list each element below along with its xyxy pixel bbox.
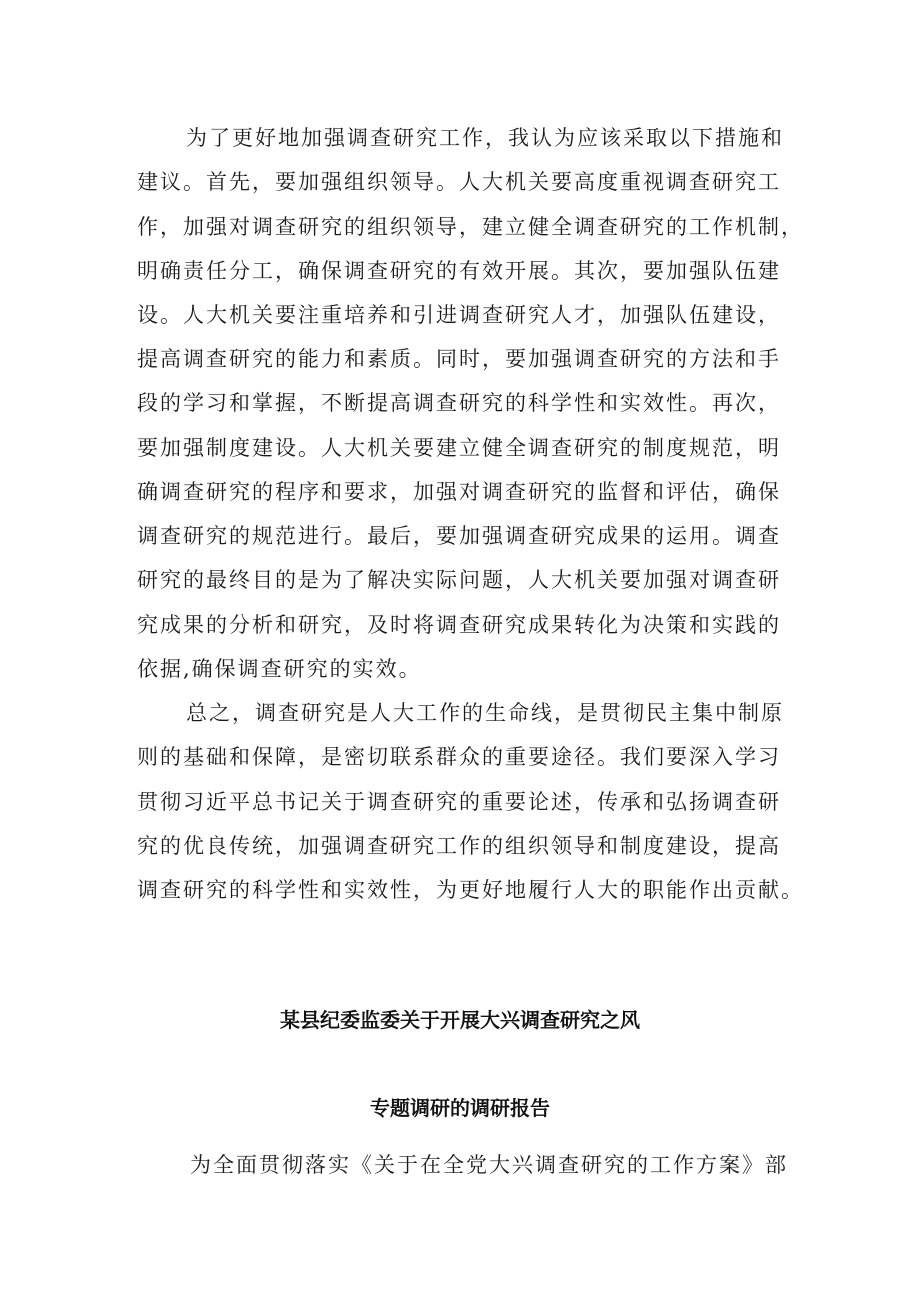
- text-line: 总之，调查研究是人大工作的生命线，是贯彻民主集中制原: [186, 701, 784, 725]
- text-line: 确调查研究的程序和要求，加强对调查研究的监督和评估，确保: [137, 480, 781, 504]
- text-line: 为了更好地加强调查研究工作，我认为应该采取以下措施和: [186, 126, 784, 150]
- report-title-line1: 某县纪委监委关于开展大兴调查研究之风: [280, 1008, 640, 1032]
- text-line: 要加强制度建设。人大机关要建立健全调查研究的制度规范，明: [137, 436, 781, 460]
- text-line: 设。人大机关要注重培养和引进调查研究人才，加强队伍建设，: [137, 303, 781, 327]
- text-line: 则的基础和保障，是密切联系群众的重要途径。我们要深入学习: [137, 745, 781, 769]
- text-line: 调查研究的科学性和实效性，为更好地履行人大的职能作出贡献。: [137, 878, 804, 902]
- text-line: 为全面贯彻落实《关于在全党大兴调查研究的工作方案》部: [190, 1153, 788, 1177]
- report-title-line2: 专题调研的调研报告: [370, 1096, 550, 1120]
- text-line: 明确责任分工，确保调查研究的有效开展。其次，要加强队伍建: [137, 259, 781, 283]
- text-line: 提高调查研究的能力和素质。同时，要加强调查研究的方法和手: [137, 347, 781, 371]
- text-line: 研究的最终目的是为了解决实际问题，人大机关要加强对调查研: [137, 568, 781, 592]
- text-line: 建议。首先，要加强组织领导。人大机关要高度重视调查研究工: [137, 170, 781, 194]
- text-line: 作，加强对调查研究的组织领导，建立健全调查研究的工作机制，: [137, 215, 804, 239]
- text-line: 究的优良传统，加强调查研究工作的组织领导和制度建设，提高: [137, 834, 781, 858]
- text-line: 贯彻习近平总书记关于调查研究的重要论述，传承和弘扬调查研: [137, 790, 781, 814]
- text-line: 依据,确保调查研究的实效。: [137, 657, 422, 681]
- text-line: 究成果的分析和研究，及时将调查研究成果转化为决策和实践的: [137, 613, 781, 637]
- text-line: 段的学习和掌握，不断提高调查研究的科学性和实效性。再次，: [137, 391, 781, 415]
- text-line: 调查研究的规范进行。最后，要加强调查研究成果的运用。调查: [137, 524, 781, 548]
